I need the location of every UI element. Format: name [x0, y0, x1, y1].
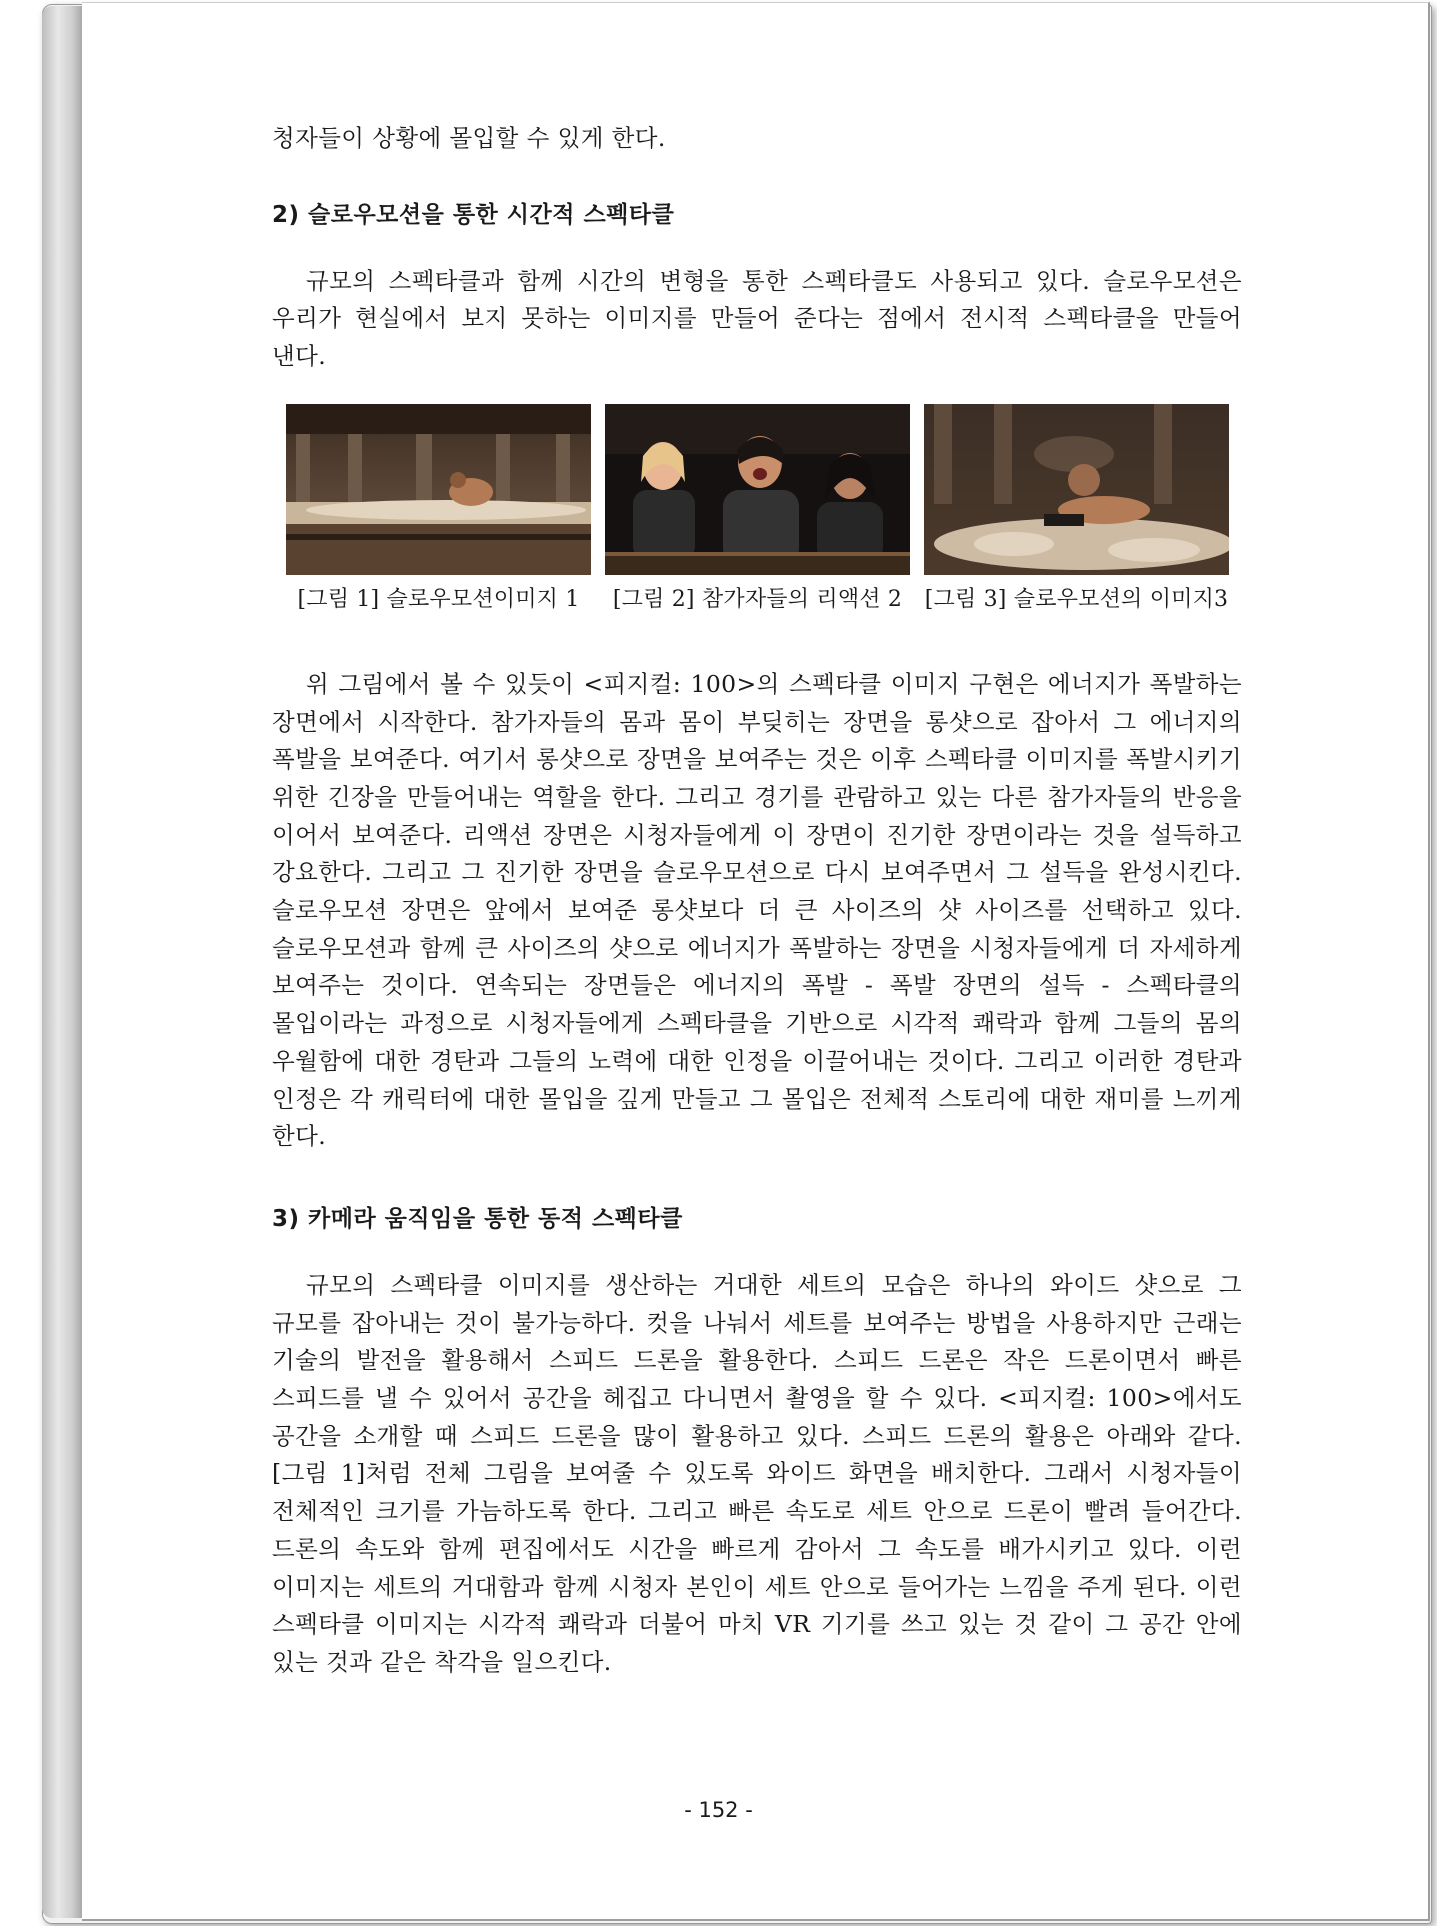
body-paragraph: 위 그림에서 볼 수 있듯이 <피지컬: 100>의 스펙타클 이미지 구현은 에너지가 폭발하는 장면에서 시작한다. 참가자들의 몸과 몸이 부딪히는 장면을 롱샷으로 잡아서 그 에너지의 폭발을 보여준다. 여기서 롱샷으로 장면을 보여주는 것은 이후 스펙타클 이미지를 폭발시키기 위한 긴장을 만들어내는 역할을 한다. 그리고 경기를 관람하고 있는 다른 참가자들의 반응을 이어서 보여준다. 리액션 장면은 시청자들에게 이 장면이 진기한 장면이라는 것을 설득하고 강요한다. 그리고 그 진기한 장면을 슬로우모션으로 다시 보여주면서 그 설득을 완성시킨다. 슬로우모션 장면은 앞에서 보여준 롱샷보다 더 큰 사이즈의 샷 사이즈를 선택하고 있다. 슬로우모션과 함께 큰 사이즈의 샷으로 에너지가 폭발하는 장면을 시청자들에게 더 자세하게 보여주는 것이다. 연속되는 장면들은 에너지의 폭발 - 폭발 장면의 설득 - 스펙타클의 몰입이라는 과정으로 시청자들에게 스펙타클을 기반으로 시각적 쾌락과 함께 그들의 몸의 우월함에 대한 경탄과 그들의 노력에 대한 인정을 이끌어내는 것이다. 그리고 이러한 경탄과 인정은 각 캐릭터에 대한 몰입을 깊게 만들고 그 몰입은 전체적 스토리에 대한 재미를 느끼게 한다. [272, 669, 1242, 1151]
figure-row [286, 404, 1231, 614]
figure-2-caption: [그림 2] 참가자들의 리액션 2 [612, 587, 903, 612]
figure-3-caption: [그림 3] 슬로우모션의 이미지3 [924, 587, 1229, 612]
figure-3 [924, 404, 1229, 612]
figure-1-caption: [그림 1] 슬로우모션이미지 1 [297, 587, 580, 612]
figure-2 [605, 404, 910, 612]
page-number: - 152 - [684, 1798, 753, 1822]
page-content [272, 120, 1242, 1682]
section-3-paragraph: 규모의 스펙타클 이미지를 생산하는 거대한 세트의 모습은 하나의 와이드 샷으로 그 규모를 잡아내는 것이 불가능하다. 컷을 나눠서 세트를 보여주는 방법을 사용하지만 근래는 기술의 발전을 활용해서 스피드 드론을 활용한다. 스피드 드론은 작은 드론이면서 빠른 스피드를 낼 수 있어서 공간을 헤집고 다니면서 촬영을 할 수 있다. <피지컬: 100>에서도 공간을 소개할 때 스피드 드론을 많이 활용하고 있다. 스피드 드론의 활용은 아래와 같다. [그림 1]처럼 전체 그림을 보여줄 수 있도록 와이드 화면을 배치한다. 그래서 시청자들이 전체적인 크기를 가늠하도록 한다. 그리고 빠른 속도로 세트 안으로 드론이 빨려 들어간다. 드론의 속도와 함께 편집에서도 시간을 빠르게 감아서 그 속도를 배가시키고 있다. 이런 이미지는 세트의 거대함과 함께 시청자 본인이 세트 안으로 들어가는 느낌을 주게 된다. 이런 스펙타클 이미지는 시각적 쾌락과 더불어 마치 VR 기기를 쓰고 있는 것 같이 그 공간 안에 있는 것과 같은 착각을 일으킨다. [272, 1270, 1242, 1676]
figure-3-image [924, 404, 1229, 575]
figure-1 [286, 404, 591, 612]
figure-2-image [605, 404, 910, 575]
section-2-paragraph: 규모의 스펙타클과 함께 시간의 변형을 통한 스펙타클도 사용되고 있다. 슬로우모션은 우리가 현실에서 보지 못하는 이미지를 만들어 준다는 점에서 전시적 스펙타클을 만들어 낸다. [272, 266, 1242, 371]
figure-1-image [286, 404, 591, 575]
lead-line: 청자들이 상황에 몰입할 수 있게 한다. [272, 124, 666, 152]
section-3-heading: 3) 카메라 움직임을 통한 동적 스펙타클 [272, 1205, 683, 1232]
section-2-heading: 2) 슬로우모션을 통한 시간적 스펙타클 [272, 201, 675, 228]
book-spine [42, 6, 83, 1918]
